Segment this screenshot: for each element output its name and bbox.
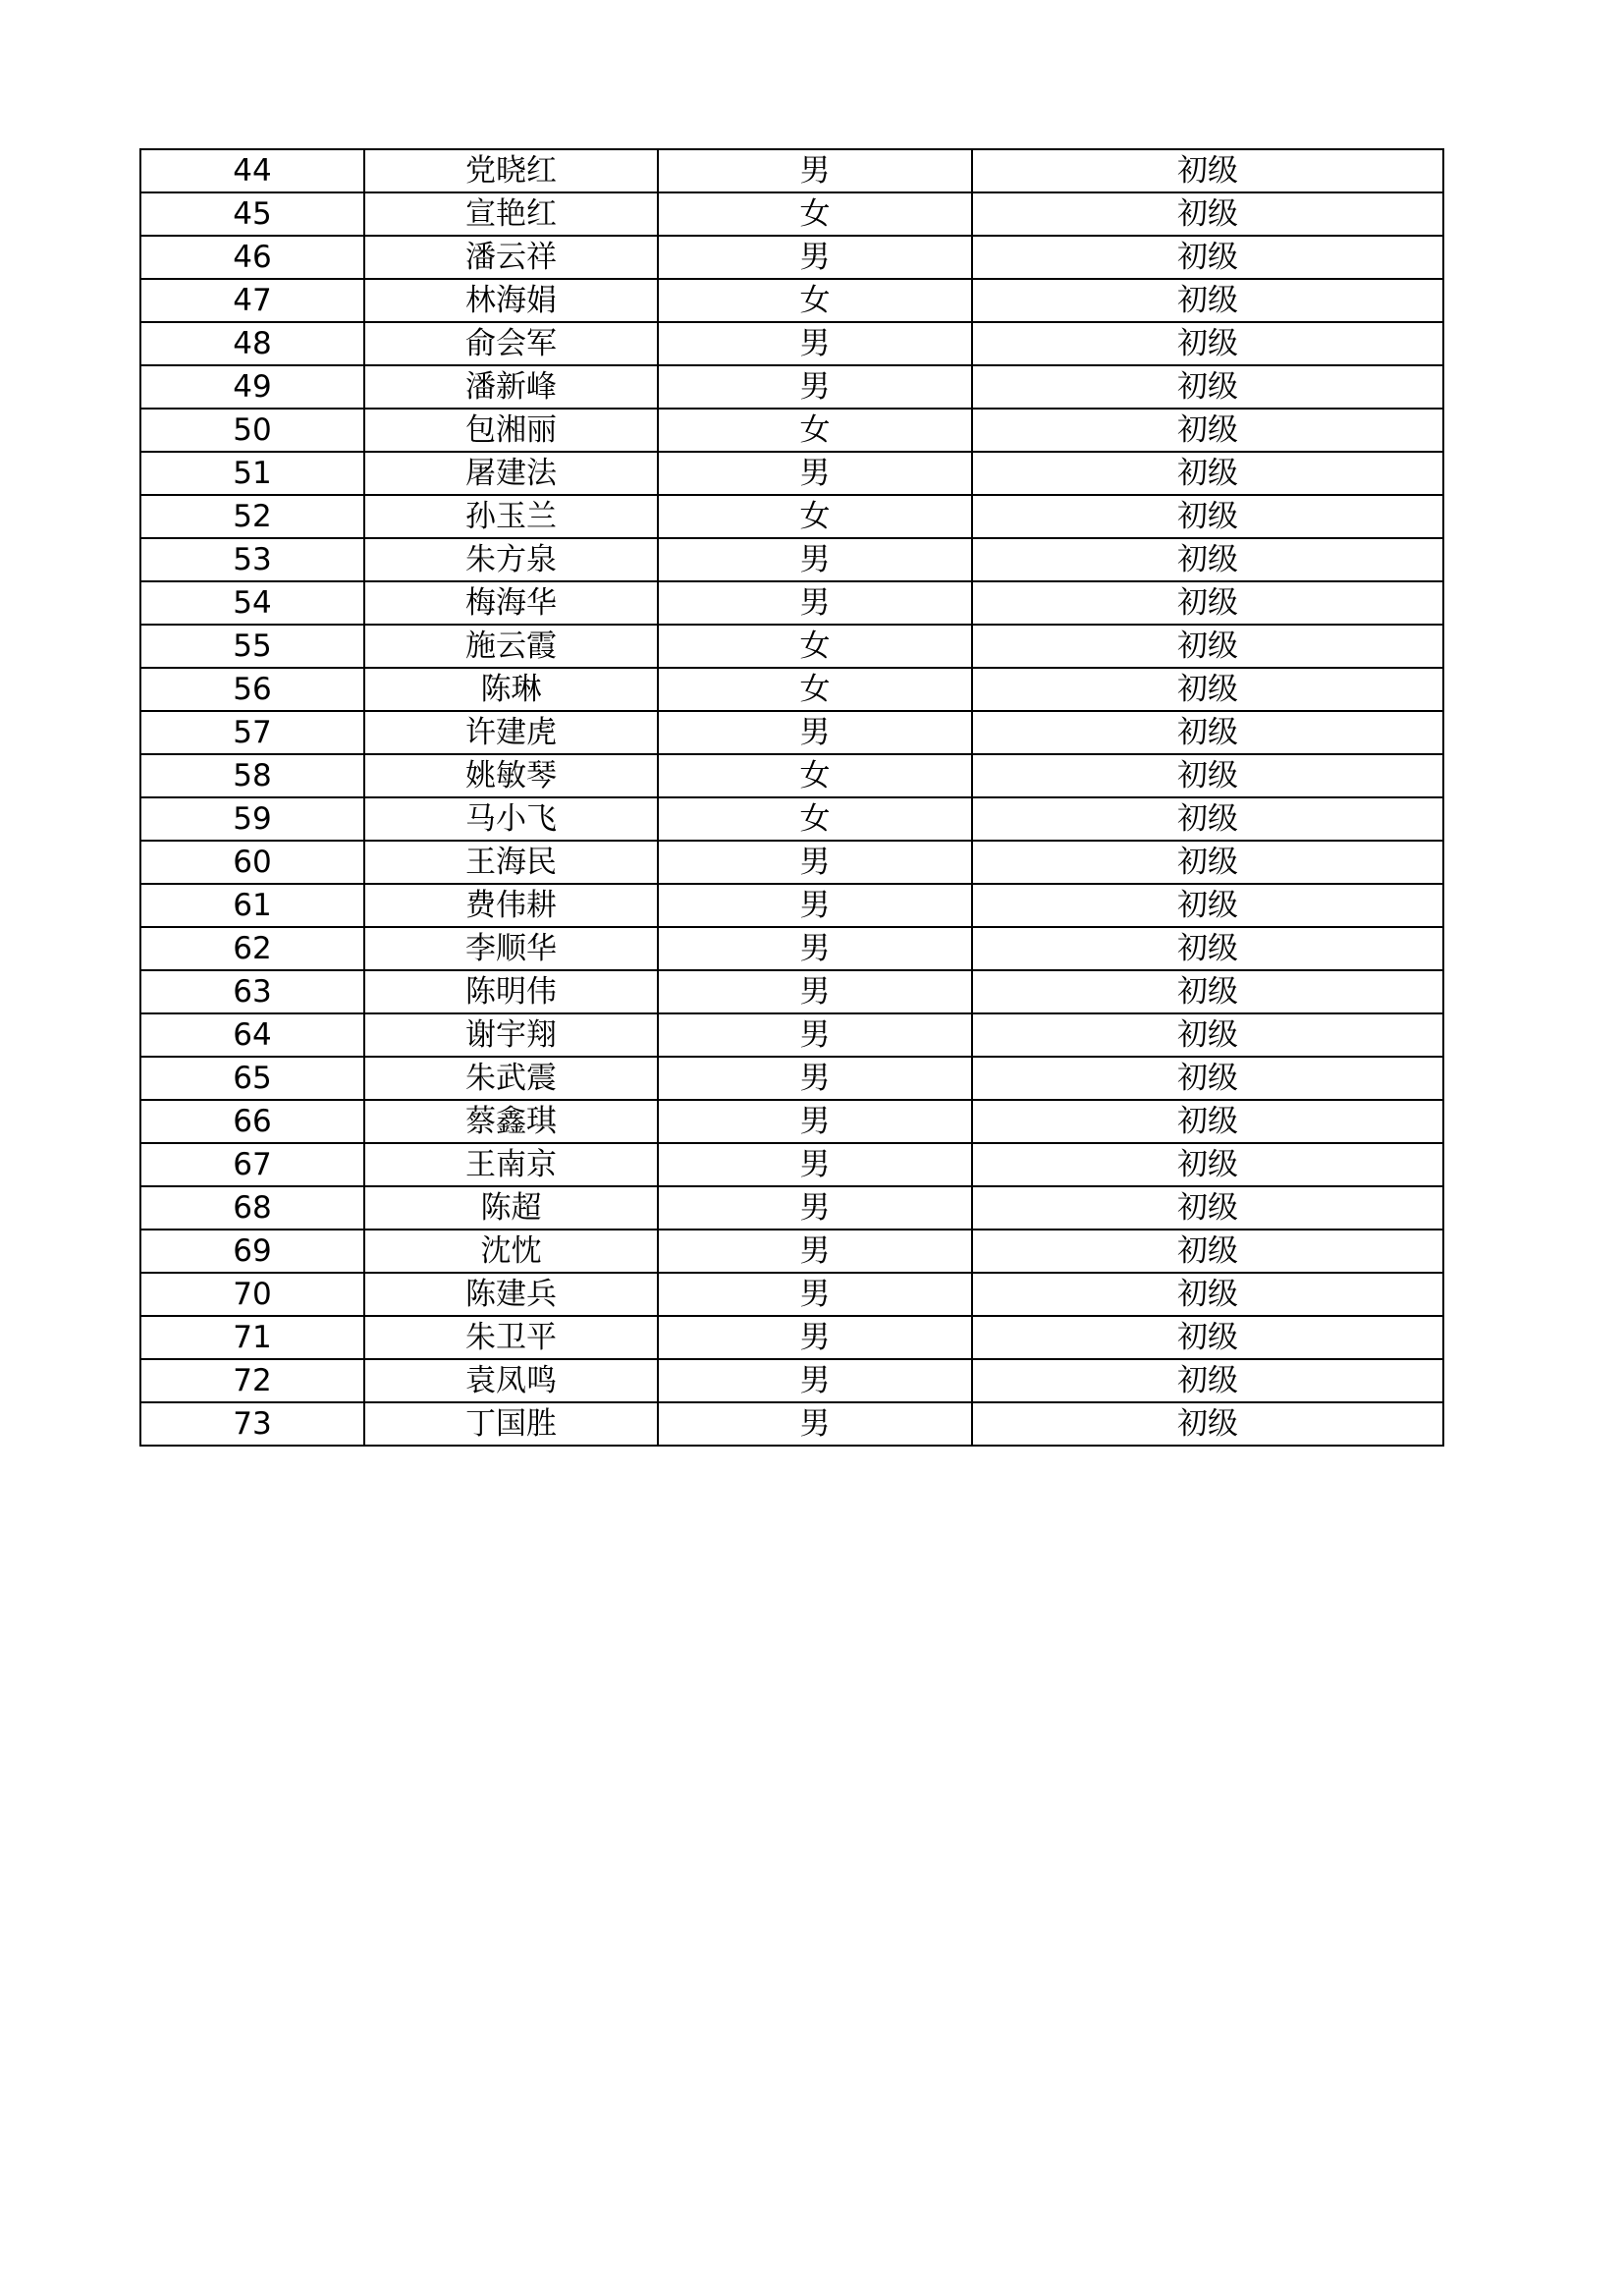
name-cell: 俞会军	[364, 322, 658, 365]
level-cell: 初级	[972, 1143, 1443, 1186]
table-row	[140, 452, 1443, 495]
gender-cell: 男	[658, 841, 972, 884]
table-row	[140, 1186, 1443, 1230]
name-cell: 朱卫平	[364, 1316, 658, 1359]
name-cell: 朱方泉	[364, 538, 658, 581]
name-cell: 费伟耕	[364, 884, 658, 927]
level-cell: 初级	[972, 1013, 1443, 1057]
gender-cell: 男	[658, 581, 972, 625]
table-row	[140, 970, 1443, 1013]
gender-cell: 女	[658, 668, 972, 711]
name-cell: 马小飞	[364, 797, 658, 841]
level-cell: 初级	[972, 1359, 1443, 1402]
table-row	[140, 711, 1443, 754]
row-number-cell: 53	[140, 538, 364, 581]
row-number-cell: 61	[140, 884, 364, 927]
gender-cell: 男	[658, 970, 972, 1013]
level-cell: 初级	[972, 884, 1443, 927]
gender-cell: 男	[658, 322, 972, 365]
gender-cell: 男	[658, 1100, 972, 1143]
table-row	[140, 1316, 1443, 1359]
row-number-cell: 62	[140, 927, 364, 970]
level-cell: 初级	[972, 797, 1443, 841]
level-cell: 初级	[972, 495, 1443, 538]
gender-cell: 男	[658, 927, 972, 970]
level-cell: 初级	[972, 970, 1443, 1013]
level-cell: 初级	[972, 192, 1443, 236]
row-number-cell: 47	[140, 279, 364, 322]
name-cell: 潘云祥	[364, 236, 658, 279]
gender-cell: 女	[658, 279, 972, 322]
row-number-cell: 45	[140, 192, 364, 236]
gender-cell: 男	[658, 1316, 972, 1359]
table-row	[140, 1013, 1443, 1057]
gender-cell: 男	[658, 711, 972, 754]
level-cell: 初级	[972, 452, 1443, 495]
level-cell: 初级	[972, 538, 1443, 581]
table-row	[140, 1230, 1443, 1273]
row-number-cell: 69	[140, 1230, 364, 1273]
table-row	[140, 1402, 1443, 1446]
gender-cell: 男	[658, 1359, 972, 1402]
row-number-cell: 66	[140, 1100, 364, 1143]
row-number-cell: 56	[140, 668, 364, 711]
level-cell: 初级	[972, 1316, 1443, 1359]
name-cell: 梅海华	[364, 581, 658, 625]
table-row	[140, 149, 1443, 192]
name-cell: 潘新峰	[364, 365, 658, 409]
row-number-cell: 49	[140, 365, 364, 409]
row-number-cell: 48	[140, 322, 364, 365]
table-row	[140, 581, 1443, 625]
name-cell: 李顺华	[364, 927, 658, 970]
name-cell: 陈超	[364, 1186, 658, 1230]
name-cell: 袁凤鸣	[364, 1359, 658, 1402]
gender-cell: 男	[658, 1230, 972, 1273]
level-cell: 初级	[972, 409, 1443, 452]
row-number-cell: 71	[140, 1316, 364, 1359]
level-cell: 初级	[972, 365, 1443, 409]
name-cell: 屠建法	[364, 452, 658, 495]
row-number-cell: 50	[140, 409, 364, 452]
gender-cell: 男	[658, 1273, 972, 1316]
name-cell: 施云霞	[364, 625, 658, 668]
roster-table-body	[140, 149, 1443, 1446]
level-cell: 初级	[972, 322, 1443, 365]
table-row	[140, 1143, 1443, 1186]
row-number-cell: 72	[140, 1359, 364, 1402]
gender-cell: 男	[658, 884, 972, 927]
name-cell: 王南京	[364, 1143, 658, 1186]
row-number-cell: 67	[140, 1143, 364, 1186]
level-cell: 初级	[972, 1230, 1443, 1273]
name-cell: 林海娟	[364, 279, 658, 322]
table-row	[140, 841, 1443, 884]
table-row	[140, 1100, 1443, 1143]
table-row	[140, 365, 1443, 409]
name-cell: 陈建兵	[364, 1273, 658, 1316]
roster-table	[139, 148, 1444, 1447]
name-cell: 许建虎	[364, 711, 658, 754]
gender-cell: 男	[658, 365, 972, 409]
row-number-cell: 58	[140, 754, 364, 797]
gender-cell: 男	[658, 452, 972, 495]
table-row	[140, 625, 1443, 668]
name-cell: 谢宇翔	[364, 1013, 658, 1057]
table-row	[140, 538, 1443, 581]
table-row	[140, 495, 1443, 538]
row-number-cell: 55	[140, 625, 364, 668]
level-cell: 初级	[972, 1186, 1443, 1230]
table-row	[140, 322, 1443, 365]
table-row	[140, 754, 1443, 797]
table-row	[140, 279, 1443, 322]
gender-cell: 男	[658, 149, 972, 192]
name-cell: 沈忱	[364, 1230, 658, 1273]
row-number-cell: 68	[140, 1186, 364, 1230]
table-row	[140, 192, 1443, 236]
gender-cell: 男	[658, 1186, 972, 1230]
name-cell: 蔡鑫琪	[364, 1100, 658, 1143]
row-number-cell: 59	[140, 797, 364, 841]
level-cell: 初级	[972, 711, 1443, 754]
name-cell: 陈琳	[364, 668, 658, 711]
gender-cell: 男	[658, 236, 972, 279]
row-number-cell: 44	[140, 149, 364, 192]
row-number-cell: 52	[140, 495, 364, 538]
row-number-cell: 65	[140, 1057, 364, 1100]
name-cell: 姚敏琴	[364, 754, 658, 797]
row-number-cell: 54	[140, 581, 364, 625]
table-row	[140, 236, 1443, 279]
table-row	[140, 1273, 1443, 1316]
gender-cell: 男	[658, 1402, 972, 1446]
gender-cell: 男	[658, 1143, 972, 1186]
name-cell: 包湘丽	[364, 409, 658, 452]
level-cell: 初级	[972, 236, 1443, 279]
gender-cell: 女	[658, 192, 972, 236]
table-row	[140, 668, 1443, 711]
table-row	[140, 884, 1443, 927]
level-cell: 初级	[972, 841, 1443, 884]
row-number-cell: 46	[140, 236, 364, 279]
name-cell: 陈明伟	[364, 970, 658, 1013]
row-number-cell: 63	[140, 970, 364, 1013]
row-number-cell: 60	[140, 841, 364, 884]
gender-cell: 女	[658, 625, 972, 668]
gender-cell: 女	[658, 495, 972, 538]
gender-cell: 女	[658, 409, 972, 452]
row-number-cell: 51	[140, 452, 364, 495]
level-cell: 初级	[972, 149, 1443, 192]
name-cell: 丁国胜	[364, 1402, 658, 1446]
row-number-cell: 57	[140, 711, 364, 754]
level-cell: 初级	[972, 927, 1443, 970]
row-number-cell: 73	[140, 1402, 364, 1446]
level-cell: 初级	[972, 1100, 1443, 1143]
gender-cell: 女	[658, 797, 972, 841]
level-cell: 初级	[972, 581, 1443, 625]
name-cell: 孙玉兰	[364, 495, 658, 538]
table-row	[140, 409, 1443, 452]
level-cell: 初级	[972, 279, 1443, 322]
name-cell: 宣艳红	[364, 192, 658, 236]
level-cell: 初级	[972, 668, 1443, 711]
level-cell: 初级	[972, 1402, 1443, 1446]
gender-cell: 男	[658, 538, 972, 581]
table-row	[140, 1057, 1443, 1100]
gender-cell: 男	[658, 1013, 972, 1057]
row-number-cell: 64	[140, 1013, 364, 1057]
name-cell: 党晓红	[364, 149, 658, 192]
table-row	[140, 797, 1443, 841]
level-cell: 初级	[972, 625, 1443, 668]
row-number-cell: 70	[140, 1273, 364, 1316]
name-cell: 朱武震	[364, 1057, 658, 1100]
level-cell: 初级	[972, 1057, 1443, 1100]
level-cell: 初级	[972, 1273, 1443, 1316]
table-row	[140, 1359, 1443, 1402]
gender-cell: 男	[658, 1057, 972, 1100]
name-cell: 王海民	[364, 841, 658, 884]
table-row	[140, 927, 1443, 970]
level-cell: 初级	[972, 754, 1443, 797]
gender-cell: 女	[658, 754, 972, 797]
